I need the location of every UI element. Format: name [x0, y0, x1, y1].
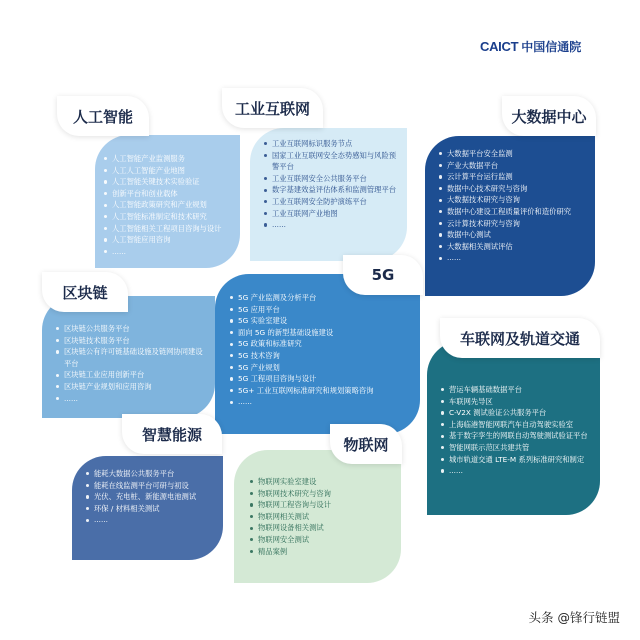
iiot-list-item: 工业互联网安全公共服务平台 [262, 173, 402, 185]
iot-list-item: 物联网安全测试 [248, 534, 398, 546]
big-list-item: 数据中心建设工程质量评价和造价研究 [437, 206, 587, 218]
g5-list-item: 5G+ 工业互联网标准研究和规划策略咨询 [228, 385, 418, 397]
g5-list-item: 5G 产业监测及分析平台 [228, 292, 418, 304]
panel-blockchain [42, 296, 215, 418]
tag-5g: 5G [343, 255, 423, 295]
footer-text: 头条 @锋行链盟 [528, 610, 620, 625]
bc-list-item: ...... [54, 393, 206, 405]
ai-list-item: 人工人工智能产业地图 [102, 165, 221, 177]
en-list-item: 环保 / 材料相关测试 [84, 503, 224, 515]
iiot-list-item: 国家工业互联网安全态势感知与风险预警平台 [262, 150, 402, 173]
vehicle-item-list [439, 384, 597, 477]
ai-list-item: 创新平台和创业载体 [102, 188, 221, 200]
iiot-item-list [262, 138, 402, 231]
panel-iiot [250, 128, 407, 261]
car-list-item: 智能网联示范区共建共管 [439, 442, 597, 454]
iot-list-item: 精品案例 [248, 546, 398, 558]
panel-5g [215, 274, 420, 434]
en-list-item: ...... [84, 514, 224, 526]
g5-list-item: 5G 政策和标准研究 [228, 338, 418, 350]
big-list-item: ...... [437, 252, 587, 264]
tag-energy: 智慧能源 [122, 414, 222, 454]
ai-item-list [102, 153, 221, 257]
tag-vehicle: 车联网及轨道交通 [440, 318, 600, 358]
en-list-item: 能耗大数据公共服务平台 [84, 468, 224, 480]
g5-list-item: ...... [228, 396, 418, 408]
panel-iot [234, 450, 401, 583]
g5-list-item: 5G 技术咨询 [228, 350, 418, 362]
tag-big-data: 大数据中心 [502, 96, 596, 136]
iiot-list-item: 工业互联网标识服务节点 [262, 138, 402, 150]
car-list-item: 营运车辆基础数据平台 [439, 384, 597, 396]
blockchain-item-list [54, 323, 206, 404]
ai-list-item: 人工智能产业监测服务 [102, 153, 221, 165]
logo-en-text: CAICT [480, 38, 519, 54]
5g-item-list [228, 292, 418, 408]
iot-list-item: 物联网相关测试 [248, 511, 398, 523]
car-list-item: C-V2X 测试验证公共服务平台 [439, 407, 597, 419]
iot-item-list [248, 476, 398, 557]
panel-energy [72, 456, 223, 560]
g5-list-item: 5G 应用平台 [228, 304, 418, 316]
big-list-item: 大数据相关测试评估 [437, 241, 587, 253]
big-list-item: 数据中心技术研究与咨询 [437, 183, 587, 195]
tag-iot: 物联网 [330, 424, 402, 464]
ai-list-item: 人工智能相关工程项目咨询与设计 [102, 223, 221, 235]
iiot-list-item: 工业互联网产业地图 [262, 208, 402, 220]
bc-list-item: 区块链公共服务平台 [54, 323, 206, 335]
g5-list-item: 5G 实验室建设 [228, 315, 418, 327]
big-list-item: 云计算平台运行监测 [437, 171, 587, 183]
car-list-item: 上海临港智能网联汽车自动驾驶实验室 [439, 419, 597, 431]
big-list-item: 数据中心测试 [437, 229, 587, 241]
energy-item-list [84, 468, 224, 526]
caict-logo [480, 38, 581, 54]
en-list-item: 光伏、充电桩、新能源电池测试 [84, 491, 224, 503]
car-list-item: 基于数字孪生的网联自动驾驶测试验证平台 [439, 430, 597, 442]
g5-list-item: 面向 5G 的新型基础设施建设 [228, 327, 418, 339]
ai-list-item: 人工智能应用咨询 [102, 234, 221, 246]
bc-list-item: 区块链工业应用创新平台 [54, 369, 206, 381]
panel-big-data [425, 136, 595, 296]
car-list-item: ...... [439, 465, 597, 477]
tag-blockchain: 区块链 [42, 272, 128, 312]
panel-ai [95, 135, 240, 268]
big-list-item: 产业大数据平台 [437, 160, 587, 172]
tag-ai: 人工智能 [57, 96, 149, 136]
big-data-item-list [437, 148, 587, 264]
big-list-item: 大数据技术研究与咨询 [437, 194, 587, 206]
iiot-list-item: 数字基建效益评估体系和监测管理平台 [262, 184, 402, 196]
iot-list-item: 物联网技术研究与咨询 [248, 488, 398, 500]
iiot-list-item: 工业互联网安全防护演练平台 [262, 196, 402, 208]
bc-list-item: 区块链公有许可链基础设施及链网协同建设平台 [54, 346, 206, 369]
bc-list-item: 区块链技术服务平台 [54, 335, 206, 347]
big-list-item: 大数据平台安全监测 [437, 148, 587, 160]
ai-list-item: 人工智能标准制定和技术研究 [102, 211, 221, 223]
ai-list-item: 人工智能政策研究和产业规划 [102, 199, 221, 211]
ai-list-item: ...... [102, 246, 221, 258]
iot-list-item: 物联网实验室建设 [248, 476, 398, 488]
bc-list-item: 区块链产业规划和应用咨询 [54, 381, 206, 393]
en-list-item: 能耗在线监测平台可研与初设 [84, 480, 224, 492]
panel-vehicle [427, 341, 600, 515]
g5-list-item: 5G 产业规划 [228, 362, 418, 374]
ai-list-item: 人工智能关键技术实验验证 [102, 176, 221, 188]
iiot-list-item: ...... [262, 219, 402, 231]
iot-list-item: 物联网工程咨询与设计 [248, 499, 398, 511]
g5-list-item: 5G 工程项目咨询与设计 [228, 373, 418, 385]
car-list-item: 车联网先导区 [439, 396, 597, 408]
logo-cn-text: 中国信通院 [521, 39, 582, 54]
tag-iiot: 工业互联网 [222, 88, 323, 128]
big-list-item: 云计算技术研究与咨询 [437, 218, 587, 230]
iot-list-item: 物联网设备相关测试 [248, 522, 398, 534]
footer-watermark [529, 608, 620, 626]
car-list-item: 城市轨道交通 LTE-M 系列标准研究和制定 [439, 454, 597, 466]
